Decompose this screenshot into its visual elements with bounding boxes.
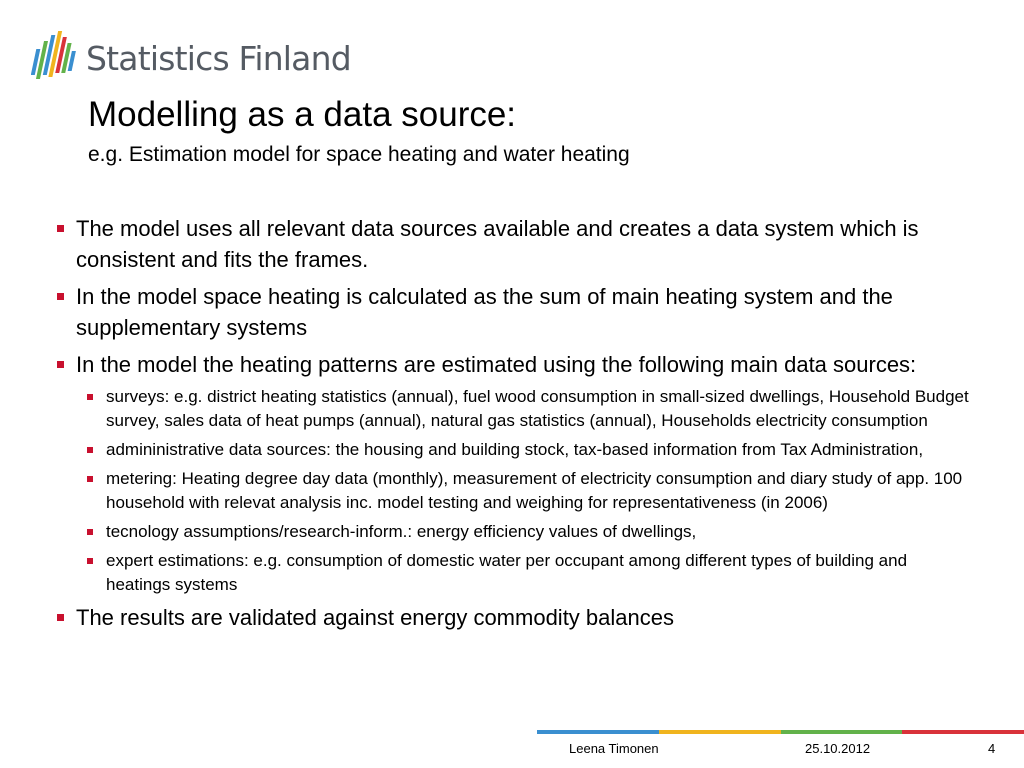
footer-author: Leena Timonen [569,741,659,756]
footer-bar-green [781,730,903,734]
slide-title: Modelling as a data source: [88,95,517,134]
sub-bullet-item: metering: Heating degree day data (monthly), measurement of electricity consumption and diary study of app. 100 household with relevat analysis inc. model testing and weighing for representativeness (in 2006) [85,467,975,515]
bullet-item-final: The results are validated against energy commodity balances [55,602,975,633]
bullet-item: The model uses all relevant data sources available and creates a data system which is consistent and fits the frames. [55,213,975,275]
footer-bar-blue [537,730,659,734]
logo [31,27,351,87]
bullet-list [55,213,975,633]
sub-bullet-item: surveys: e.g. district heating statistics (annual), fuel wood consumption in small-sized dwellings, Household Budget survey, sales data of heat pumps (annual), natural gas statistics (annual), Households electricity consumption [85,385,975,433]
footer-color-bars [537,730,1024,734]
sub-bullet-item: admininistrative data sources: the housing and building stock, tax-based information from Tax Administration, [85,438,975,462]
footer-bar-red [902,730,1024,734]
sub-bullet-item: expert estimations: e.g. consumption of domestic water per occupant among different types of building and heatings systems [85,549,975,597]
footer-date: 25.10.2012 [805,741,871,756]
bullet-item: In the model space heating is calculated as the sum of main heating system and the supplementary systems [55,281,975,343]
sub-bullet-list [85,385,975,597]
bullet-item: In the model the heating patterns are estimated using the following main data sources: [55,349,975,380]
statistics-finland-logo-icon [31,27,77,87]
slide-subtitle: e.g. Estimation model for space heating and water heating [88,143,630,166]
logo-text: Statistics Finland [86,38,351,78]
footer-page-number: 4 [988,741,996,756]
footer-bar-yellow [659,730,781,734]
sub-bullet-item: tecnology assumptions/research-inform.: energy efficiency values of dwellings, [85,520,975,544]
